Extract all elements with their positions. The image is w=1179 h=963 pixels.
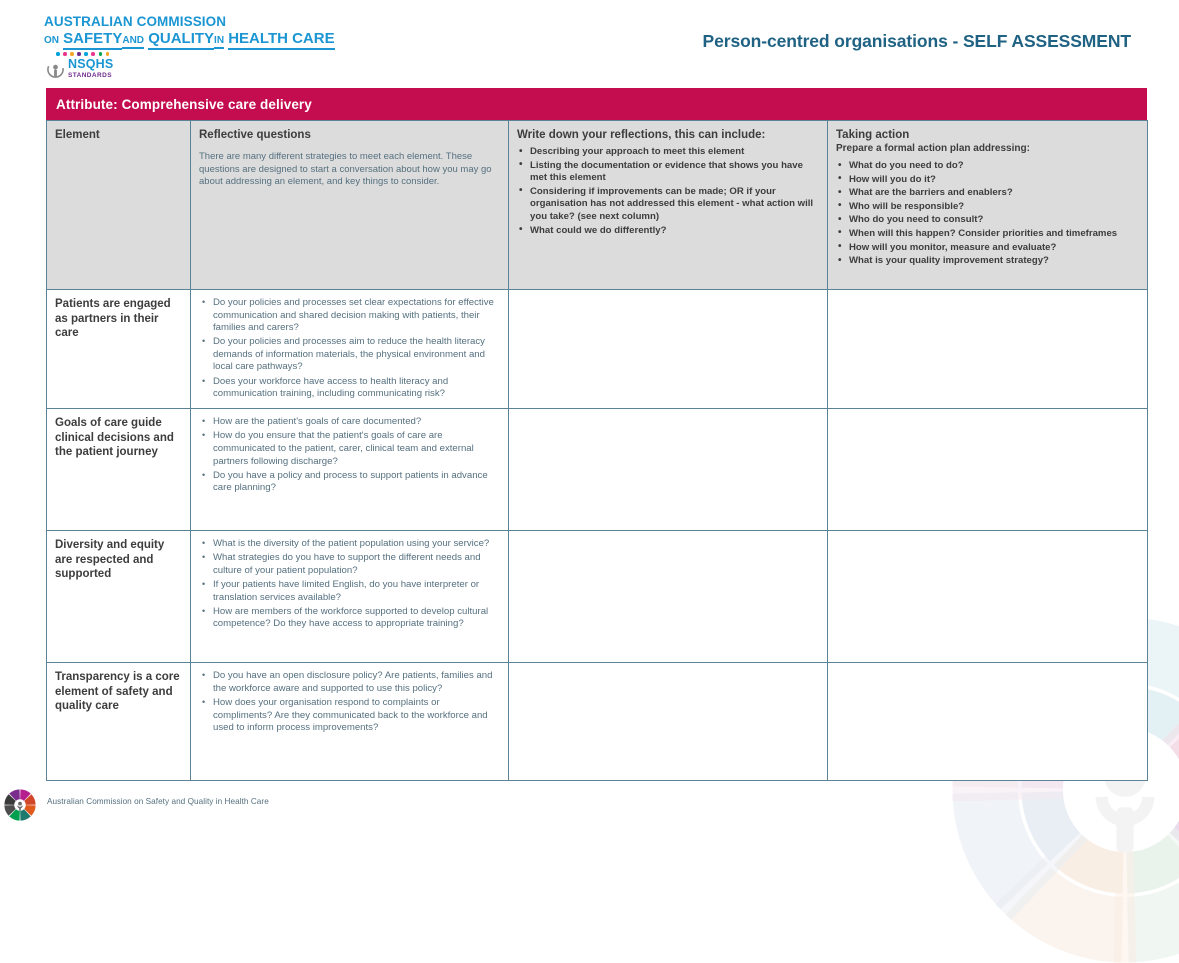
- taking-action-bullet: • Who will be responsible?: [836, 201, 1139, 214]
- pinwheel-segment: [1127, 867, 1179, 962]
- taking-action-bullet: • How will you do it?: [836, 174, 1139, 187]
- table-row: [47, 409, 1148, 531]
- reflective-questions-list: [199, 416, 500, 495]
- column-title-taking-action: Taking action: [836, 128, 1139, 142]
- element-name: Patients are engaged as partners in their care: [55, 297, 182, 341]
- taking-action-entry-cell[interactable]: [828, 531, 1148, 663]
- table-body: [47, 290, 1148, 781]
- column-bullets-reflections: [517, 146, 819, 237]
- pinwheel-segment: [1167, 719, 1179, 789]
- reflections-entry-cell[interactable]: [509, 290, 828, 409]
- taking-action-entry-cell[interactable]: [828, 409, 1148, 531]
- acsqhc-logo-line1: AUSTRALIAN COMMISSION: [44, 14, 335, 29]
- logo-word-in: IN: [214, 35, 224, 49]
- logo-word-healthcare: HEALTH CARE: [228, 30, 334, 50]
- reflections-bullet: • What could we do differently?: [517, 225, 819, 238]
- pinwheel-segment: [1126, 832, 1179, 893]
- column-subtitle-taking-action: Prepare a formal action plan addressing:: [836, 142, 1139, 156]
- reflective-questions-list: [199, 297, 500, 401]
- nsqhs-dot: [56, 52, 60, 56]
- page-header: [0, 0, 1179, 88]
- taking-action-entry-cell[interactable]: [828, 663, 1148, 781]
- nsqhs-dot: [91, 52, 95, 56]
- pinwheel-segment: [1006, 867, 1123, 962]
- reflections-entry-cell-text[interactable]: [509, 409, 827, 432]
- nsqhs-subtitle: STANDARDS: [68, 71, 113, 81]
- nsqhs-dot: [106, 52, 110, 56]
- header-cell-reflective-questions: [191, 121, 509, 290]
- column-title-reflective-questions: Reflective questions: [199, 128, 500, 142]
- table-row: [47, 531, 1148, 663]
- table-header-row: [47, 121, 1148, 290]
- element-name: Transparency is a core element of safety and quality care: [55, 670, 182, 714]
- taking-action-entry-cell-text[interactable]: [828, 531, 1147, 554]
- element-cell: [47, 290, 191, 409]
- reflections-entry-cell-text[interactable]: [509, 531, 827, 554]
- nsqhs-dots-icon: [56, 52, 109, 56]
- watermark-spoke: [995, 825, 1090, 920]
- reflections-entry-cell[interactable]: [509, 663, 828, 781]
- reflective-question: • How does your organisation respond to complaints or compliments? Are they communicated back to the workforce and used to inform process improvements?: [199, 697, 500, 735]
- nsqhs-standards-logo: [46, 52, 176, 80]
- reflective-questions-cell: [191, 531, 509, 663]
- reflective-question: • How are the patient's goals of care documented?: [199, 416, 500, 429]
- footer-attribution: Australian Commission on Safety and Quality in Health Care: [47, 797, 269, 806]
- pinwheel-segment: [1054, 832, 1124, 893]
- reflective-questions-cell: [191, 409, 509, 531]
- taking-action-bullet: • What are the barriers and enablers?: [836, 187, 1139, 200]
- logo-word-safety: SAFETY: [63, 30, 122, 50]
- header-cell-element: [47, 121, 191, 290]
- acsqhc-pinwheel-icon: [3, 788, 37, 822]
- reflective-question: • How do you ensure that the patient's goals of care are communicated to the patient, carer, clinical team and external partners following discharge?: [199, 430, 500, 468]
- logo-word-and: AND: [122, 35, 144, 49]
- logo-word-on: ON: [44, 35, 59, 46]
- taking-action-bullet: • What is your quality improvement strategy?: [836, 255, 1139, 268]
- column-title-reflections: Write down your reflections, this can include:: [517, 128, 819, 142]
- reflections-bullet: • Listing the documentation or evidence that shows you have met this element: [517, 160, 819, 185]
- taking-action-bullet: • How will you monitor, measure and evaluate?: [836, 242, 1139, 255]
- reflections-bullet: • Considering if improvements can be made; OR if your organisation has not addressed this element - what action will you take? (see next column): [517, 186, 819, 224]
- reflective-question: • If your patients have limited English, do you have interpreter or translation services available?: [199, 579, 500, 604]
- reflective-question: • Do you have a policy and process to support patients in advance care planning?: [199, 470, 500, 495]
- nsqhs-dot: [63, 52, 67, 56]
- reflective-question: • What strategies do you have to support the different needs and culture of your patient population?: [199, 552, 500, 577]
- element-cell: [47, 663, 191, 781]
- reflections-entry-cell[interactable]: [509, 409, 828, 531]
- header-cell-taking-action: [828, 121, 1148, 290]
- taking-action-bullet: • What do you need to do?: [836, 160, 1139, 173]
- nsqhs-dot: [84, 52, 88, 56]
- taking-action-entry-cell-text[interactable]: [828, 663, 1147, 686]
- taking-action-entry-cell-text[interactable]: [828, 290, 1147, 313]
- watermark-spoke: [1114, 849, 1136, 963]
- nsqhs-dot: [70, 52, 74, 56]
- self-assessment-sheet: [46, 88, 1147, 781]
- table-row: [47, 290, 1148, 409]
- reflections-entry-cell[interactable]: [509, 531, 828, 663]
- reflections-bullet: • Describing your approach to meet this element: [517, 146, 819, 159]
- nsqhs-wordmark: [68, 59, 113, 81]
- column-title-element: Element: [55, 128, 182, 142]
- column-bullets-taking-action: [836, 160, 1139, 268]
- logo-word-quality: QUALITY: [148, 30, 214, 50]
- watermark-spoke: [1160, 660, 1179, 755]
- element-name: Goals of care guide clinical decisions and the patient journey: [55, 416, 182, 460]
- element-cell: [47, 531, 191, 663]
- reflective-question: • Do you have an open disclosure policy? Are patients, families and the workforce aware and supported to use this policy?: [199, 670, 500, 695]
- taking-action-bullet: • Who do you need to consult?: [836, 214, 1139, 227]
- reflective-question: • What is the diversity of the patient population using your service?: [199, 538, 500, 551]
- nsqhs-dot: [99, 52, 103, 56]
- reflective-question: • Do your policies and processes aim to reduce the health literacy demands of information materials, the physical environment and local care pathways?: [199, 336, 500, 374]
- reflections-entry-cell-text[interactable]: [509, 290, 827, 313]
- reflective-question: • Does your workforce have access to health literacy and communication training, including communicating risk?: [199, 376, 500, 401]
- nsqhs-dot: [77, 52, 81, 56]
- reflections-entry-cell-text[interactable]: [509, 663, 827, 686]
- taking-action-bullet: • When will this happen? Consider priorities and timeframes: [836, 228, 1139, 241]
- taking-action-entry-cell-text[interactable]: [828, 409, 1147, 432]
- reflective-questions-list: [199, 538, 500, 631]
- acsqhc-logo: [44, 14, 335, 49]
- attribute-banner: Attribute: Comprehensive care delivery: [46, 88, 1147, 120]
- page-title: Person-centred organisations - SELF ASSESSMENT: [703, 31, 1131, 52]
- element-cell: [47, 409, 191, 531]
- acsqhc-logo-line2: [44, 30, 335, 49]
- header-cell-reflections: [509, 121, 828, 290]
- element-name: Diversity and equity are respected and supported: [55, 538, 182, 582]
- table-row: [47, 663, 1148, 781]
- reflective-questions-list: [199, 670, 500, 734]
- watermark-spoke: [1160, 825, 1179, 920]
- page-footer: [0, 788, 1179, 827]
- reflective-question: • Do your policies and processes set clear expectations for effective communication and shared decision making with patients, their families and carers?: [199, 297, 500, 335]
- reflective-questions-cell: [191, 290, 509, 409]
- nsqhs-person-icon: [46, 60, 65, 79]
- reflective-question: • How are members of the workforce supported to develop cultural competence? Do they have access to appropriate training?: [199, 606, 500, 631]
- self-assessment-table: [46, 120, 1148, 781]
- reflective-questions-cell: [191, 663, 509, 781]
- nsqhs-name: NSQHS: [68, 59, 113, 69]
- taking-action-entry-cell[interactable]: [828, 290, 1148, 409]
- column-intro-reflective-questions: There are many different strategies to meet each element. These questions are designed to start a conversation about how you may go about addressing an element, and key things to consider.: [199, 151, 500, 189]
